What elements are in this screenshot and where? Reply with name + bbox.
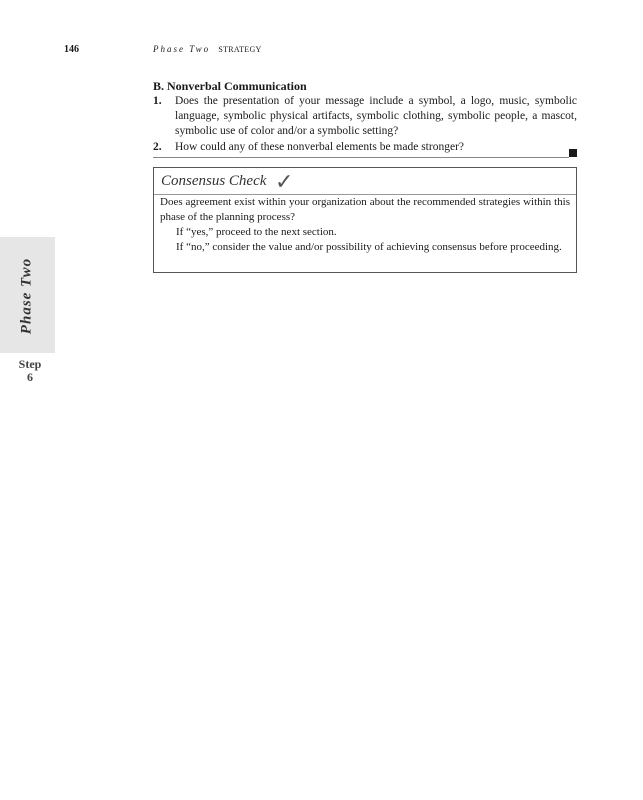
consensus-if-yes: If “yes,” proceed to the next section. <box>176 226 337 238</box>
consensus-check-title: Consensus Check <box>161 173 267 189</box>
question-number: 1. <box>153 95 162 107</box>
step-label: Step <box>18 357 42 371</box>
question-number: 2. <box>153 141 162 153</box>
consensus-if-no: If “no,” consider the value and/or possibility of achieving consensus before proceeding. <box>176 241 562 253</box>
phase-tab-label: Phase Two <box>18 257 35 335</box>
section-end-marker <box>569 149 577 157</box>
question-item <box>153 94 579 140</box>
step-number: 6 <box>27 370 33 384</box>
section-end-rule <box>153 157 569 158</box>
running-head <box>153 44 262 54</box>
question-item <box>153 140 579 156</box>
step-indicator <box>10 358 50 384</box>
consensus-question: Does agreement exist within your organization about the recommended strategies within this phase of the planning process? <box>160 196 570 223</box>
consensus-check-box <box>153 167 577 273</box>
running-head-phase: Phase Two <box>153 44 211 54</box>
question-text: How could any of these nonverbal elements be made stronger? <box>175 141 464 153</box>
page-number: 146 <box>64 44 79 55</box>
section-heading: B. Nonverbal Communication <box>153 79 307 93</box>
consensus-check-body <box>160 195 570 255</box>
checkmark-icon: ✓ <box>275 169 294 194</box>
question-text: Does the presentation of your message include a symbol, a logo, music, symbolic language, symbolic physical artifacts, symbolic clothing, symbolic people, a mascot, symbolic use of color and/or a symbolic setting? <box>175 95 577 137</box>
running-head-section: STRATEGY <box>218 45 262 54</box>
